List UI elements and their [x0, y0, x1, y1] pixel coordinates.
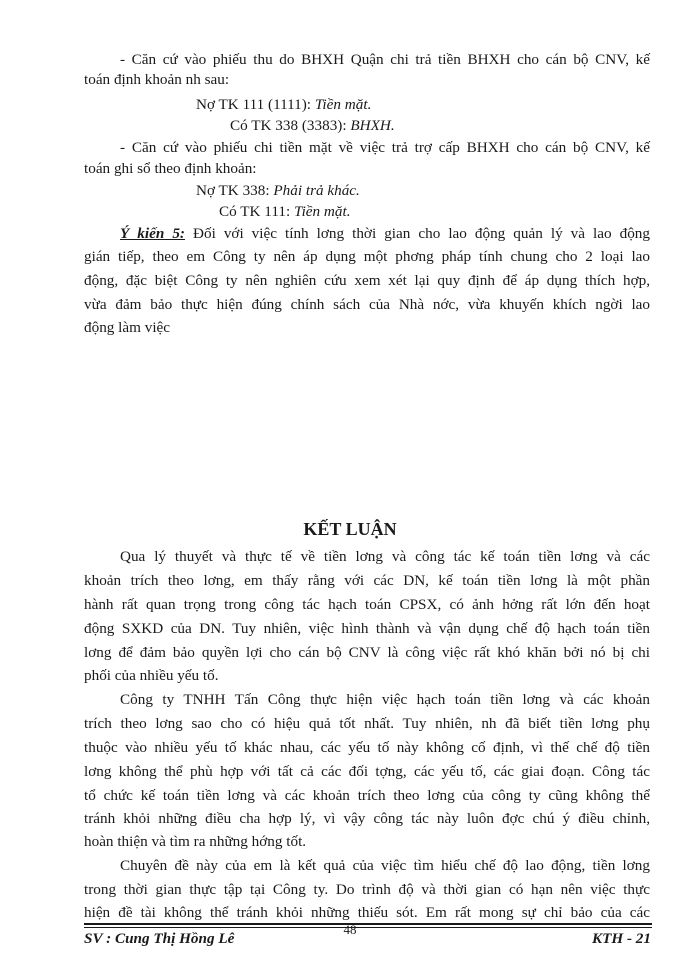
opinion-5-text: Đối với việc tính lơng thời gian cho lao động quản lý và lao động [184, 225, 650, 242]
entry-description: BHXH. [350, 117, 395, 134]
paragraph-line: phối của nhiều yếu tố. [84, 667, 219, 684]
entry-account: Nợ TK 338: [196, 182, 274, 199]
entry-account: Có TK 111: [219, 203, 294, 220]
paragraph-line: động làm việc [84, 319, 171, 336]
paragraph-line: gián tiếp, theo em Công ty nên áp dụng một phơng pháp tính chung cho 2 loại lao [84, 248, 650, 265]
paragraph-line: toán ghi sổ theo định khoản: [84, 160, 257, 177]
paragraph-line: Chuyên đề này của em là kết quả của việc tìm hiểu chế độ lao động, tiền lơng [120, 857, 650, 874]
entry-account: Có TK 338 (3383): [230, 117, 351, 134]
paragraph-line: Qua lý thuyết và thực tế về tiền lơng và công tác kế toán tiền lơng và các [120, 548, 650, 565]
paragraph-line: hiện đề tài không thể tránh khỏi những thiếu sót. Em rất mong sự chỉ bảo của các [84, 904, 650, 921]
journal-entry-credit [230, 116, 395, 136]
page-number: 48 [343, 922, 357, 937]
footer-class-code: KTH - 21 [591, 930, 651, 947]
paragraph-line: vừa đảm bảo thực hiện đúng chính sách của Nhà nớc, vừa khuyến khích ngời lao [84, 296, 650, 313]
journal-entry-debit [196, 95, 371, 115]
paragraph-line: động, đặc biệt Công ty nên nghiên cứu xem xét lại quy định để áp dụng thích hợp, [84, 272, 650, 289]
paragraph-line: động SXKD của DN. Tuy nhiên, việc hình thành và vận dụng chế độ hạch toán tiền [84, 620, 650, 637]
opinion-5-label: Ý kiến 5: [120, 225, 185, 242]
paragraph-line: tránh khỏi những điều cha hợp lý, vì vậy công tác này luôn đợc chú ý điều chỉnh, [84, 810, 650, 827]
section-title: KẾT LUẬN [303, 519, 397, 539]
entry-account: Nợ TK 111 (1111): [196, 96, 315, 113]
paragraph-line: thuộc vào nhiều yếu tố khác nhau, các yếu tố này không cố định, vì thế chế độ tiền [84, 739, 650, 756]
paragraph-line: tổ chức kế toán tiền lơng và các khoản trích theo lơng của công ty cũng không thể [84, 787, 650, 804]
paragraph-line: - Căn cứ vào phiếu chi tiền mặt về việc trả trợ cấp BHXH cho cán bộ CNV, kế [120, 139, 650, 156]
journal-entry-debit [196, 181, 360, 201]
paragraph-line: lơng không thể phù hợp với tất cả các đối tợng, các yếu tố, các giai đoạn. Công tác [84, 763, 650, 780]
entry-description: Tiền mặt. [314, 96, 372, 113]
opinion-5-first-line [120, 224, 650, 244]
paragraph-line: hoàn thiện và tìm ra những hớng tốt. [84, 833, 307, 850]
entry-description: Phải trả khác. [273, 182, 360, 199]
journal-entry-credit [219, 202, 351, 222]
paragraph-line: lơng để đảm bảo quyền lợi cho cán bộ CNV là công việc rất khó khăn bởi nó bị chi [84, 644, 650, 661]
paragraph-line: hành rất quan trọng trong công tác hạch toán CPSX, có ảnh hởng rất lớn đến hoạt [84, 596, 650, 613]
paragraph-line: trong thời gian thực tập tại Công ty. Do trình độ và thời gian có hạn nên việc thực [84, 881, 650, 898]
paragraph-line: Công ty TNHH Tấn Công thực hiện việc hạch toán tiền lơng và các khoản [120, 691, 650, 708]
entry-description: Tiền mặt. [293, 203, 351, 220]
paragraph-line: trích theo lơng sao cho có hiệu quả tốt nhất. Tuy nhiên, nh đã biết tiền lơng phụ [84, 715, 650, 732]
paragraph-line: - Căn cứ vào phiếu thu do BHXH Quận chi trả tiền BHXH cho cán bộ CNV, kế [120, 51, 650, 68]
paragraph-line: khoản trích theo lơng, em thấy rằng với các DN, kế toán tiền lơng là một phần [84, 572, 650, 589]
footer-author: SV : Cung Thị Hồng Lê [84, 930, 235, 947]
paragraph-line: toán định khoản nh sau: [84, 71, 230, 88]
